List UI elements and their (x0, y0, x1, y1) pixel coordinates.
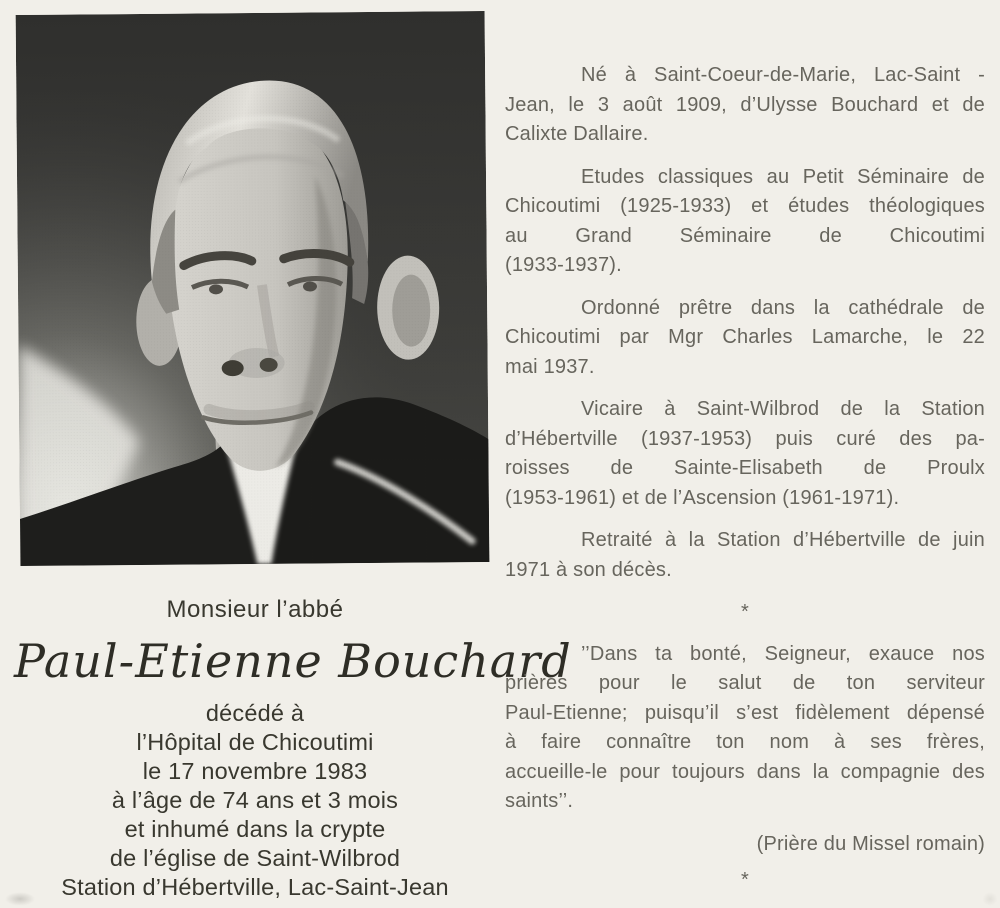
prayer-line: à faire connaître ton nom à ses frères, (505, 731, 985, 753)
prayer-credit: (Prière du Missel romain) (756, 832, 985, 855)
bio-line: au Grand Séminaire de Chicoutimi (505, 224, 985, 247)
bio-line: Chicoutimi (1925-1933) et études théologiques (505, 195, 985, 217)
prayer-line: accueille-le pour toujours dans la compagnie des (505, 760, 985, 783)
bio-line: Etudes classiques au Petit Séminaire de (581, 165, 985, 188)
death-detail-line: Station d’Hébertville, Lac-Saint-Jean (61, 874, 449, 900)
death-detail-line: et inhumé dans la crypte (124, 816, 386, 842)
prayer-paragraph (505, 640, 985, 817)
bio-line: roisses de Sainte-Elisabeth de Proulx (505, 457, 985, 479)
deceased-name: Paul-Etienne Bouchard (14, 634, 572, 688)
separator-asterisk: * (741, 869, 749, 891)
bio-line: mai 1937. (505, 355, 595, 378)
prayer-line: prières pour le salut de ton serviteur (505, 672, 985, 694)
bio-line: Chicoutimi par Mgr Charles Lamarche, le 22 (505, 326, 985, 348)
bio-paragraph-ministry (505, 395, 985, 513)
death-detail-line: l’Hôpital de Chicoutimi (136, 729, 374, 755)
bio-line: Retraité à la Station d’Hébertville de juin (581, 529, 985, 551)
death-detail-line: de l’église de Saint-Wilbrod (109, 845, 401, 871)
death-detail-line: le 17 novembre 1983 (142, 758, 368, 784)
bio-line: (1933-1937). (505, 254, 622, 276)
portrait-photo-image (16, 11, 490, 566)
bio-line: Ordonné prêtre dans la cathédrale de (581, 296, 985, 319)
bio-line: Jean, le 3 août 1909, d’Ulysse Bouchard et de (505, 93, 985, 116)
prayer-line: ’’Dans ta bonté, Seigneur, exauce nos (581, 642, 985, 665)
bio-line: (1953-1961) et de l’Ascension (1961-1971). (505, 486, 900, 509)
prayer-line: saints’’. (505, 790, 574, 812)
bio-paragraph-ordination (505, 294, 985, 383)
bio-line: Né à Saint-Coeur-de-Marie, Lac-Saint - (581, 64, 985, 86)
bio-line: d’Hébertville (1937-1953) puis curé des pa- (505, 427, 985, 450)
bio-line: 1971 à son décès. (505, 558, 672, 581)
death-detail-line: décédé à (205, 700, 305, 726)
bio-paragraph-birth (505, 61, 985, 150)
honorific: Monsieur l’abbé (166, 596, 344, 623)
separator-asterisk: * (741, 601, 749, 623)
portrait-photo (16, 11, 490, 566)
bio-paragraph-studies (505, 163, 985, 281)
prayer-line: Paul-Etienne; puisqu’il s’est fidèlement dépensé (505, 701, 985, 724)
bio-line: Calixte Dallaire. (505, 123, 649, 145)
bio-line: Vicaire à Saint-Wilbrod de la Station (581, 398, 985, 420)
death-detail-line: à l’âge de 74 ans et 3 mois (111, 787, 399, 813)
biography-column (505, 61, 985, 908)
bio-paragraph-retirement (505, 526, 985, 585)
